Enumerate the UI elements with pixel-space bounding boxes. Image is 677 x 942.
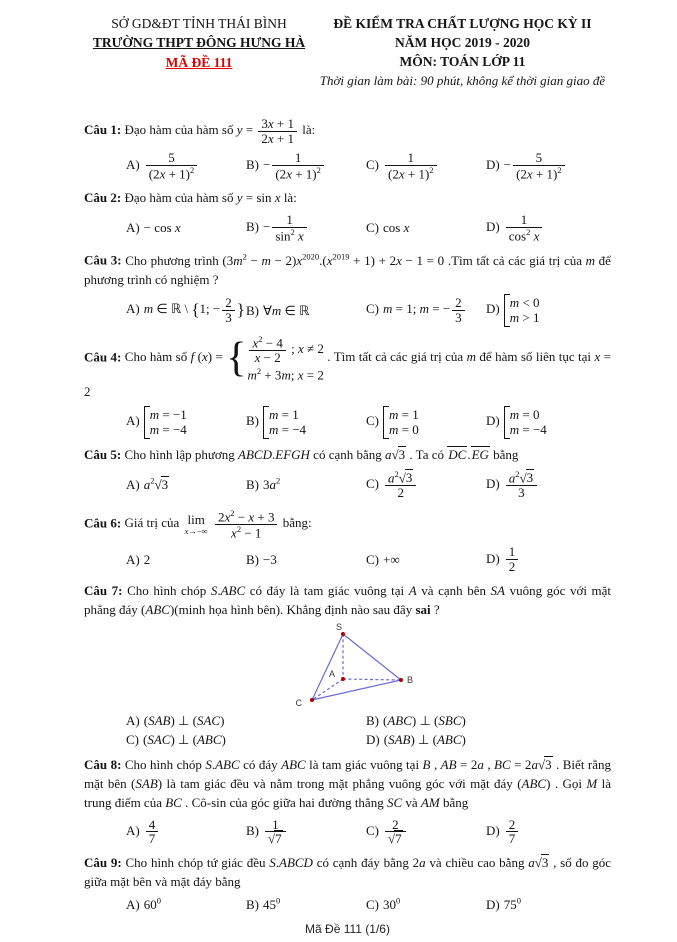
duration-note: Thời gian làm bài: 90 phút, không kể thời gian giao đề — [319, 73, 606, 88]
option-value: $\frac{a^2√3}{2}$ — [383, 476, 418, 491]
option-value: − $\frac{1}{(2x + 1)^2}$ — [263, 157, 326, 172]
header-right-block — [314, 16, 611, 92]
question-text: Cho hình chóp S.ABC có đáy là tam giác vuông tại A và cạnh bên SA vuông góc với mặt phẳng đáy (ABC)(minh họa hình bên). Khẳng định nào sau đây sai ? — [84, 582, 612, 617]
option-c — [366, 219, 486, 237]
question-list — [84, 116, 611, 914]
question-text: Cho hình lập phương ABCD.EFGH có cạnh bằng a√3 . Ta có DC.EG bằng — [124, 446, 519, 462]
option-value: m = −1 m = −4 — [144, 413, 189, 428]
pyramid-figure — [244, 622, 454, 708]
question-text: Đạo hàm của hàm số y = $\frac{3x + 1}{2x + 1}$ là: — [124, 116, 316, 146]
option-value: $\frac{1}{\cos^2 x}$ — [504, 219, 545, 234]
option-key: B) — [246, 477, 259, 493]
option-key: B) — [246, 897, 259, 913]
option-d — [486, 544, 611, 574]
vertex-s-dot — [341, 632, 345, 636]
pyramid-svg — [244, 622, 454, 708]
option-d — [486, 406, 611, 439]
option-a — [126, 295, 246, 325]
question-text: Cho hình chóp S.ABC có đáy ABC là tam giác vuông tại B , AB = 2a , BC = 2a√3 . Biết rằng mặt bên (SAB) là tam giác đều và nằm trong mặt phẳng vuông góc với mặt đáy (ABC) . Gọi M là trung điểm của BC . Cô-sin của góc giữa hai đường thẳng SC và AM bằng — [84, 756, 611, 810]
question-number: Câu 9: — [84, 854, 122, 870]
option-key: A) — [126, 157, 140, 173]
option-key: B) — [366, 712, 379, 728]
options-grid — [84, 712, 611, 749]
option-key: C) — [366, 822, 379, 838]
edge-cb — [312, 680, 401, 700]
option-d — [486, 469, 611, 501]
option-key: D) — [486, 822, 500, 838]
option-b — [246, 302, 366, 320]
option-value: $\frac{2}{√7}$ — [383, 823, 408, 838]
question-7 — [84, 582, 611, 749]
question-number: Câu 7: — [84, 582, 123, 598]
question-1 — [84, 116, 611, 182]
option-key: A) — [126, 822, 140, 838]
question-5 — [84, 446, 611, 501]
option-key: A) — [126, 712, 140, 728]
option-c — [366, 469, 486, 501]
option-d — [486, 294, 611, 327]
school-year: NĂM HỌC 2019 - 2020 — [394, 35, 530, 50]
option-key: A) — [126, 219, 140, 235]
option-key: C) — [366, 301, 379, 317]
option-value: m ∈ ℝ \ {1; − $\frac{2}{3}$ } — [143, 295, 245, 325]
question-number: Câu 4: — [84, 349, 122, 365]
option-value: $60^0$ — [143, 895, 161, 913]
question-text: Giá trị của lim x→−∞ $\frac{2x^2 - x + 3}{x^2 - 1}$ bằng: — [124, 507, 312, 540]
option-value: $\frac{4}{7}$ — [144, 823, 161, 838]
option-key: D) — [486, 550, 500, 566]
option-b — [246, 150, 366, 182]
question-text: Cho hàm số f (x) = { $\frac{x^2 - 4}{x - 2}$ ; x ≠ 2 $m^2 + 3m$; x = 2 . Tìm tất cả các giá trị của m để hàm số liên tục tại x = 2 — [84, 333, 611, 399]
vertex-a-dot — [341, 677, 345, 681]
option-a — [126, 896, 246, 914]
option-key: A) — [126, 551, 140, 567]
option-value: m = 1; m = − $\frac{2}{3}$ — [383, 301, 467, 316]
option-value: 2 — [143, 551, 151, 567]
option-key: D) — [486, 897, 500, 913]
option-value: m = 0 m = −4 — [504, 413, 549, 428]
option-key: B) — [246, 551, 259, 567]
options-row — [84, 544, 611, 574]
option-b — [246, 817, 366, 847]
vertex-s-label: S — [335, 621, 343, 632]
option-c — [366, 551, 486, 569]
options-row — [84, 150, 611, 182]
question-number: Câu 8: — [84, 756, 122, 772]
option-key: C) — [366, 157, 379, 173]
option-d — [366, 731, 611, 749]
option-value: $3a^2$ — [263, 475, 281, 493]
option-c — [366, 295, 486, 325]
edge-sb — [343, 634, 401, 680]
options-row — [84, 406, 611, 439]
header-left-block — [84, 16, 314, 92]
question-8 — [84, 756, 611, 847]
option-a — [126, 476, 246, 494]
option-c — [366, 406, 486, 439]
option-a — [126, 712, 366, 730]
option-key: B) — [246, 413, 259, 429]
option-key: D) — [486, 218, 500, 234]
question-text: Cho phương trình $(3m^2 - m - 2)x^{2020}.(x^{2019} + 1) + 2x - 1 = 0$ .Tìm tất cả các giá trị của m để phương trình có nghiệm ? — [84, 251, 611, 287]
option-value: $\frac{1}{√7}$ — [263, 823, 288, 838]
option-c — [366, 896, 486, 914]
option-key: B) — [246, 822, 259, 838]
question-number: Câu 2: — [84, 189, 122, 205]
option-c — [366, 150, 486, 182]
option-key: A) — [126, 413, 140, 429]
option-value: (SAC) ⊥ (ABC) — [143, 732, 226, 748]
page-footer: Mã Đề 111 (1/6) — [305, 921, 390, 936]
options-row — [84, 294, 611, 327]
option-key: D) — [486, 475, 500, 491]
vertex-c-dot — [310, 698, 314, 702]
option-b — [246, 896, 366, 914]
option-a — [126, 551, 246, 569]
option-value: − $\frac{1}{\sin^2 x}$ — [263, 219, 309, 234]
option-value: (ABC) ⊥ (SBC) — [383, 712, 466, 728]
question-9 — [84, 854, 611, 914]
option-value: $\frac{5}{(2x + 1)^2}$ — [144, 157, 200, 172]
option-value: $\frac{a^2√3}{3}$ — [504, 476, 539, 491]
option-c — [126, 731, 366, 749]
option-value: $\frac{1}{(2x + 1)^2}$ — [383, 157, 439, 172]
school-name: TRƯỜNG THPT ĐÔNG HƯNG HÀ — [92, 35, 306, 50]
option-a — [126, 817, 246, 847]
option-key: C) — [366, 475, 379, 491]
question-4 — [84, 334, 611, 439]
option-d — [486, 817, 611, 847]
options-row — [84, 896, 611, 914]
option-value: − cos x — [143, 219, 181, 235]
option-key: D) — [486, 301, 500, 317]
question-number: Câu 5: — [84, 446, 122, 462]
option-c — [366, 817, 486, 847]
option-a — [126, 219, 246, 237]
option-key: B) — [246, 302, 259, 318]
question-number: Câu 3: — [84, 252, 122, 268]
option-value: m = 1 m = 0 — [383, 413, 421, 428]
option-key: B) — [246, 157, 259, 173]
option-value: $45^0$ — [263, 895, 281, 913]
question-3 — [84, 250, 611, 326]
option-value: +∞ — [383, 551, 400, 567]
question-text: Đạo hàm của hàm số y = sin x là: — [124, 189, 297, 205]
option-b — [246, 406, 366, 439]
option-value: (SAB) ⊥ (ABC) — [383, 732, 466, 748]
option-value: $\frac{1}{2}$ — [504, 551, 521, 566]
option-key: A) — [126, 301, 140, 317]
subject-line: MÔN: TOÁN LỚP 11 — [399, 54, 526, 69]
option-a — [126, 406, 246, 439]
question-number: Câu 1: — [84, 122, 122, 138]
option-value: m = 1 m = −4 — [263, 413, 308, 428]
exam-header — [84, 16, 611, 92]
department-name: SỞ GD&ĐT TỈNH THÁI BÌNH — [111, 16, 287, 31]
option-key: D) — [366, 732, 380, 748]
option-key: C) — [366, 219, 379, 235]
option-b — [246, 212, 366, 244]
option-key: A) — [126, 897, 140, 913]
question-text: Cho hình chóp tứ giác đều S.ABCD có cạnh đáy bằng 2a và chiều cao bằng a√3 , số đo góc giữa mặt bên và mặt đáy bằng — [84, 854, 612, 889]
option-value: ∀m ∈ ℝ — [263, 302, 310, 318]
edge-ab-hidden — [343, 679, 401, 680]
question-2 — [84, 189, 611, 244]
vertex-c-label: C — [295, 697, 302, 708]
option-value: $30^0$ — [383, 895, 401, 913]
option-key: D) — [486, 413, 500, 429]
option-value: m < 0 m > 1 — [504, 301, 542, 316]
option-a — [126, 150, 246, 182]
option-key: C) — [366, 551, 379, 567]
option-key: C) — [366, 413, 379, 429]
options-row — [84, 817, 611, 847]
options-row — [84, 469, 611, 501]
option-d — [486, 896, 611, 914]
option-b — [246, 551, 366, 569]
exam-title: ĐỀ KIỂM TRA CHẤT LƯỢNG HỌC KỲ II — [333, 16, 592, 31]
option-b — [246, 476, 366, 494]
option-d — [486, 212, 611, 244]
option-value: $\frac{2}{7}$ — [504, 823, 521, 838]
options-row — [84, 212, 611, 244]
option-key: A) — [126, 477, 140, 493]
exam-code: MÃ ĐỀ 111 — [165, 55, 233, 70]
option-value: (SAB) ⊥ (SAC) — [143, 712, 225, 728]
option-value: − $\frac{5}{(2x + 1)^2}$ — [504, 157, 567, 172]
question-number: Câu 6: — [84, 514, 122, 530]
option-b — [366, 712, 611, 730]
vertex-b-label: B — [407, 674, 414, 685]
option-value: $a^2√3$ — [143, 475, 169, 493]
question-6 — [84, 508, 611, 575]
option-d — [486, 150, 611, 182]
option-value: −3 — [263, 551, 277, 567]
option-key: C) — [126, 732, 139, 748]
option-key: C) — [366, 897, 379, 913]
option-value: $75^0$ — [503, 895, 521, 913]
vertex-b-dot — [399, 678, 403, 682]
vertex-a-label: A — [328, 668, 335, 679]
option-key: B) — [246, 218, 259, 234]
option-value: cos x — [383, 219, 410, 235]
option-key: D) — [486, 157, 500, 173]
